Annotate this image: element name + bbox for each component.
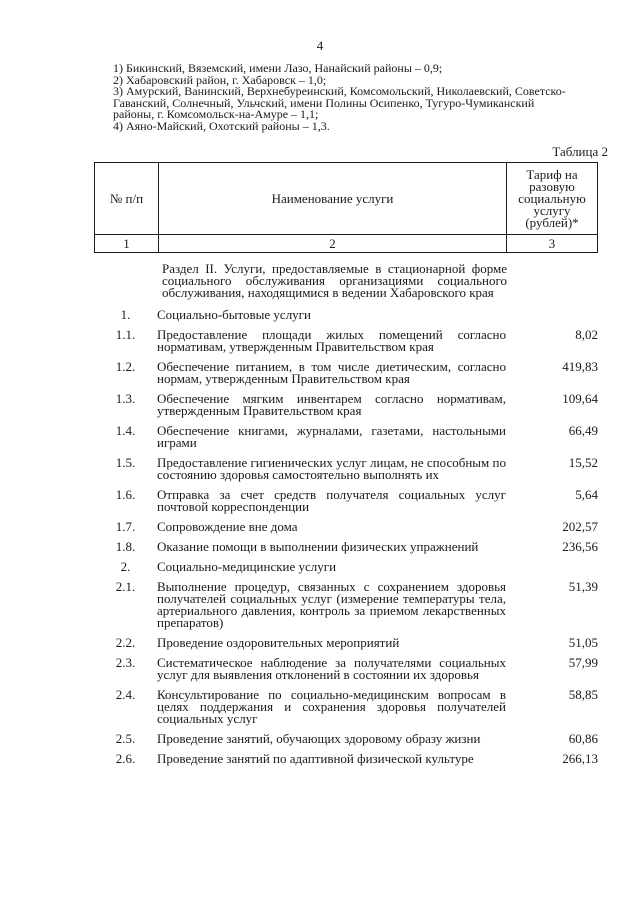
tariff-table-header [94,162,598,253]
row-service-name: Предоставление площади жилых помещений согласно нормативам, утвержденным Правительством края [157,327,506,354]
table-row [94,329,600,353]
row-service-name: Консультирование по социально-медицинским вопросам в целях поддержания и сохранения здоровья получателей социальных услуг [157,687,506,726]
row-price: 66,49 [568,423,598,438]
header-row [95,163,598,235]
header-number: № п/п [95,163,159,235]
row-service-name: Сопровождение вне дома [157,519,298,534]
row-number: 2.6. [115,751,136,766]
row-service-name: Проведение оздоровительных мероприятий [157,635,400,650]
row-number: 1.1. [115,327,136,342]
table-caption: Таблица 2 [552,144,608,159]
footnotes [113,63,618,132]
footnote-3: 3) Амурский, Ванинский, Верхнебуреинский, Комсомольский, Николаевский, Советско- [113,84,566,98]
row-price: 266,13 [562,751,598,766]
row-service-name: Социально-бытовые услуги [157,307,311,322]
tariff-table-body [94,263,600,765]
row-price: 58,85 [568,687,598,702]
column-number-3: 3 [507,235,598,253]
table-row [94,489,600,513]
row-price: 5,64 [575,487,598,502]
page-number: 4 [316,38,324,53]
table-row [94,637,600,649]
row-price: 236,56 [562,539,598,554]
row-price: 419,83 [562,359,598,374]
row-service-name: Обеспечение питанием, в том числе диетическим, согласно нормам, утвержденным Правительством края [157,359,506,386]
table-row [94,561,600,573]
column-number-1: 1 [95,235,159,253]
section-title: Раздел II. Услуги, предоставляемые в стационарной форме социального обслуживания организациями социального обслуживания, находящимися в ведении Хабаровского края [162,261,507,300]
footnote-3-cont-2: районы, г. Комсомольск-на-Амуре – 1,1; [113,107,319,121]
header-tariff: Тариф на разовую социальную услугу (рублей)* [507,163,598,235]
row-service-name: Отправка за счет средств получателя социальных услуг почтовой корреспонденции [157,487,506,514]
row-price: 15,52 [568,455,598,470]
table-row [94,753,600,765]
row-number: 1.6. [115,487,136,502]
table-row [94,581,600,629]
row-number: 1.3. [115,391,136,406]
row-price: 109,64 [562,391,598,406]
row-price: 57,99 [568,655,598,670]
table-row [94,689,600,725]
table-row [94,393,600,417]
footnote-3-cont-1: Гаванский, Солнечный, Ульчский, имени Полины Осипенко, Тугуро-Чумиканский [113,95,535,110]
row-price: 60,86 [568,731,598,746]
row-number: 1.4. [115,423,136,438]
table-row [94,361,600,385]
row-number: 2.5. [115,731,136,746]
row-service-name: Обеспечение книгами, журналами, газетами, настольными играми [157,423,506,450]
row-service-name: Оказание помощи в выполнении физических упражнений [157,539,479,554]
row-price: 51,05 [568,635,598,650]
footnote-1: 1) Бикинский, Вяземский, имени Лазо, Нанайский районы – 0,9; [113,61,443,75]
row-number: 2.2. [115,635,136,650]
row-service-name: Выполнение процедур, связанных с сохранением здоровья получателей социальных услуг (измерение температуры тела, артериального давления, контроль за приемом лекарственных препаратов) [157,579,506,630]
table-row [94,541,600,553]
row-number: 2.3. [115,655,136,670]
row-number: 1.2. [115,359,136,374]
header-service-name: Наименование услуги [159,163,507,235]
column-number-row [95,235,598,253]
row-service-name: Предоставление гигиенических услуг лицам, не способным по состоянию здоровья самостоятельно выполнять их [157,455,506,482]
row-price: 202,57 [562,519,598,534]
row-service-name: Обеспечение мягким инвентарем согласно нормативам, утвержденным Правительством края [157,391,506,418]
table-row [94,309,600,321]
row-number: 1.7. [115,519,136,534]
footnote-4: 4) Аяно-Майский, Охотский районы – 1,3. [113,118,330,133]
row-number: 1.8. [115,539,136,554]
row-number: 1.5. [115,455,136,470]
row-number: 2. [120,559,131,574]
footnote-2: 2) Хабаровский район, г. Хабаровск – 1,0; [113,72,327,87]
column-number-2: 2 [159,235,507,253]
row-price: 51,39 [568,579,598,594]
table-row [94,657,600,681]
row-number: 2.4. [115,687,136,702]
row-number: 1. [120,307,131,322]
row-service-name: Систематическое наблюдение за получателями социальных услуг для выявления отклонений в состоянии их здоровья [157,655,506,682]
table-row [94,425,600,449]
table-row [94,733,600,745]
row-service-name: Проведение занятий, обучающих здоровому образу жизни [157,731,481,746]
table-row [94,457,600,481]
row-price: 8,02 [575,327,598,342]
table-row [94,521,600,533]
row-service-name: Социально-медицинские услуги [157,559,337,574]
row-service-name: Проведение занятий по адаптивной физической культуре [157,751,474,766]
row-number: 2.1. [115,579,136,594]
